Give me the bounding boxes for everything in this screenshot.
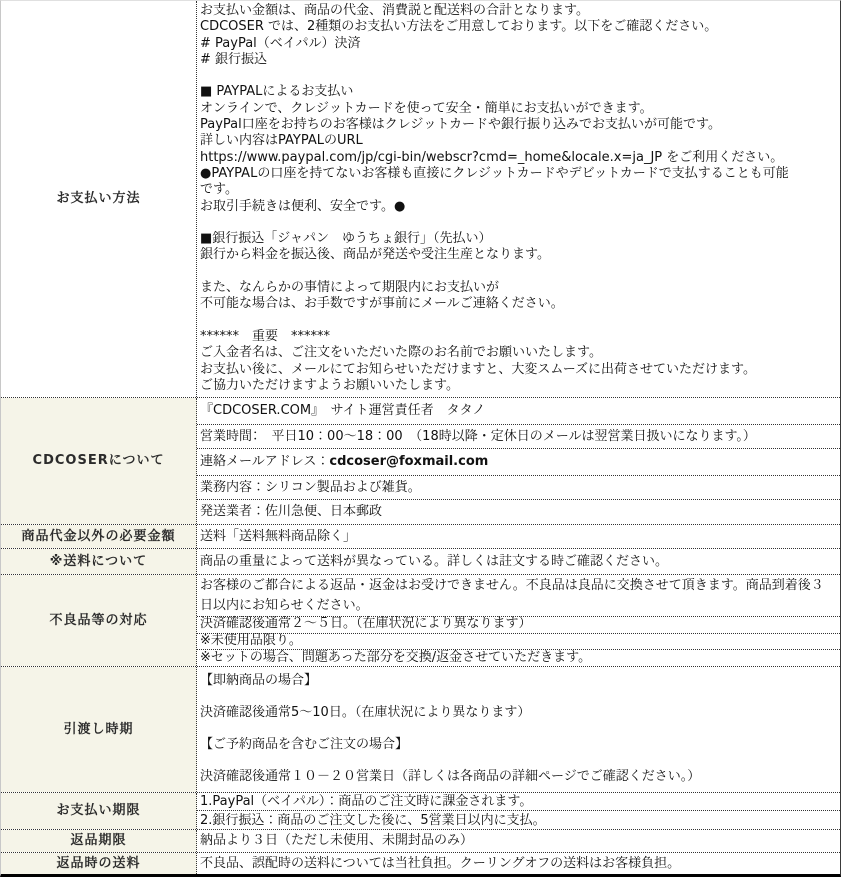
text-line: 決済確認後通常２～５日。（在庫状況により異なります） [200,616,532,632]
subrow [197,1,840,397]
row-payment-deadline [1,793,840,830]
row-defective-items [1,575,840,667]
row-label-payment-deadline: お支払い期限 [1,793,197,829]
subrow [197,398,840,425]
text-line: 不良品、誤配時の送料については当社負担。クーリングオフの送料はお客様負担。 [200,855,681,871]
text-line: 決済確認後通常5～10日。（在庫状況により異なります） [200,705,531,720]
text-line: PayPal口座をお持ちのお客様はクレジットカードや銀行振り込みでお支払いが可能です。 [200,117,721,133]
text-line: ****** 重要 ****** [200,328,331,344]
text-line: オンラインで、クレジットカードを使って安全・簡単にお支払いができます。 [200,100,653,116]
text-line [200,215,836,231]
text-line: 銀行から料金を振込後、商品が発送や受注生産となります。 [200,247,550,263]
text-line: お取引手続きは便利、安全です。● [200,198,406,214]
row-return-shipping [1,853,840,874]
row-about-cdcoser [1,398,840,525]
contact-email-text: cdcoser@foxmail.com [329,454,489,469]
subrow [197,830,840,852]
text-line [200,753,836,769]
text-line [200,264,836,280]
row-label-return-deadline: 返品期限 [1,830,197,852]
text-line: # PayPal（ベイパル）決済 [200,35,361,51]
text-line: 送料「送料無料商品除く」 [200,528,357,544]
text-line: ※未使用品限り。 [200,633,302,648]
text-line: 業務内容：シリコン製品および雑貨。 [200,479,421,495]
text-line: 【ご予約商品を含むご注文の場合】 [200,737,409,752]
subrow [197,634,840,651]
text-line: 営業時間： 平日10：00～18：00 （18時以降・定休日のメールは翌営業日扱いになります。） [200,428,756,444]
text-line: 連絡メールアドレス：cdcoser@foxmail.com [200,454,489,469]
subrow [197,525,840,548]
text-line: ■銀行振込「ジャパン ゆうちょ銀行」（先払い） [200,231,492,247]
subrow [197,667,840,792]
text-line: です。 [200,182,238,198]
row-label-payment-method: お支払い方法 [1,1,197,397]
text-line: 【即納商品の場合】 [200,673,318,688]
text-line: # 銀行振込 [200,51,268,67]
row-content-about-cdcoser [197,398,840,524]
row-payment-method [1,1,840,398]
text-line: ●PAYPALの口座を持てないお客様も直接にクレジットカードやデビットカードで支払することも可能 [200,165,789,181]
subrow [197,853,840,874]
row-content-return-deadline [197,830,840,852]
text-line [200,313,836,329]
text-line: ご入金者名は、ご注文をいただいた際のお名前でお願いいたします。 [200,345,602,361]
text-line [200,68,836,84]
row-label-delivery-time: 引渡し時期 [1,667,197,792]
text-line: 決済確認後通常１０－２０営業日（詳しくは各商品の詳細ページでご確認ください。） [200,769,701,784]
text-line: 2.銀行振込：商品のご注文した後に、5営業日以内に支払。 [200,812,546,828]
subrow [197,549,840,574]
text-line: ■ PAYPALによるお支払い [200,84,354,100]
text-line: 不可能な場合は、お手数ですが事前にメールご連絡ください。 [200,296,564,312]
subrow [197,793,840,811]
subrow [197,650,840,666]
row-content-shipping-fee [197,549,840,574]
text-line: 『CDCOSER.COM』 サイト運営責任者 タタノ [200,403,486,418]
text-line: お客様のご都合による返品・返金はお受けできません。不良品は良品に交換させて頂きます。商品到着後３日以内にお知らせください。 [200,578,824,613]
text-line: 1.PayPal（ベイパル）：商品のご注文時に課金されます。 [200,794,533,809]
text-line: また、なんらかの事情によって期限内にお支払いが [200,280,500,296]
row-shipping-fee [1,549,840,575]
subrow [197,449,840,476]
text-line [200,721,836,737]
row-delivery-time [1,667,840,793]
text-line: お支払い金額は、商品の代金、消費説と配送料の合計となります。 [200,3,589,18]
row-content-extra-charges [197,525,840,548]
row-content-payment-deadline [197,793,840,829]
text-line: 納品より３日（ただし未使用、未開封品のみ） [200,833,474,848]
subrow [197,500,840,524]
text-line: CDCOSER では、2種類のお支払い方法をご用意しております。以下をご確認ください。 [200,19,718,35]
text-line: ご協力いただけますようお願いいたします。 [200,377,459,393]
text-line: 詳しい内容はPAYPALのURL [200,133,363,149]
text-line: 商品の重量によって送料が異なっている。詳しくは註文する時ご確認ください。 [200,553,669,569]
subrow [197,476,840,500]
subrow [197,811,840,829]
row-label-about-cdcoser: CDCOSERについて [1,398,197,524]
row-return-deadline [1,830,840,853]
row-label-shipping-fee: ※送料について [1,549,197,574]
row-label-defective-items: 不良品等の対応 [1,575,197,666]
subrow [197,425,840,449]
row-label-return-shipping: 返品時の送料 [1,853,197,874]
row-content-delivery-time [197,667,840,792]
text-line: 発送業者：佐川急便、日本郵政 [200,504,383,519]
text-line: ※セットの場合、問題あった部分を交換/返金させていただきます。 [200,649,592,665]
row-label-extra-charges: 商品代金以外の必要金額 [1,525,197,548]
row-content-payment-method [197,1,840,397]
row-content-defective-items [197,575,840,666]
text-line [200,689,836,705]
text-line: https://www.paypal.com/jp/cgi-bin/webscr?cmd=_home&locale.x=ja_JP をご利用ください。 [200,149,784,165]
subrow [197,617,840,634]
row-content-return-shipping [197,853,840,874]
row-extra-charges [1,525,840,549]
subrow [197,575,840,617]
text-line: お支払い後に、メールにてお知らせいただけますと、大変スムーズに出荷させていただけます。 [200,361,757,377]
